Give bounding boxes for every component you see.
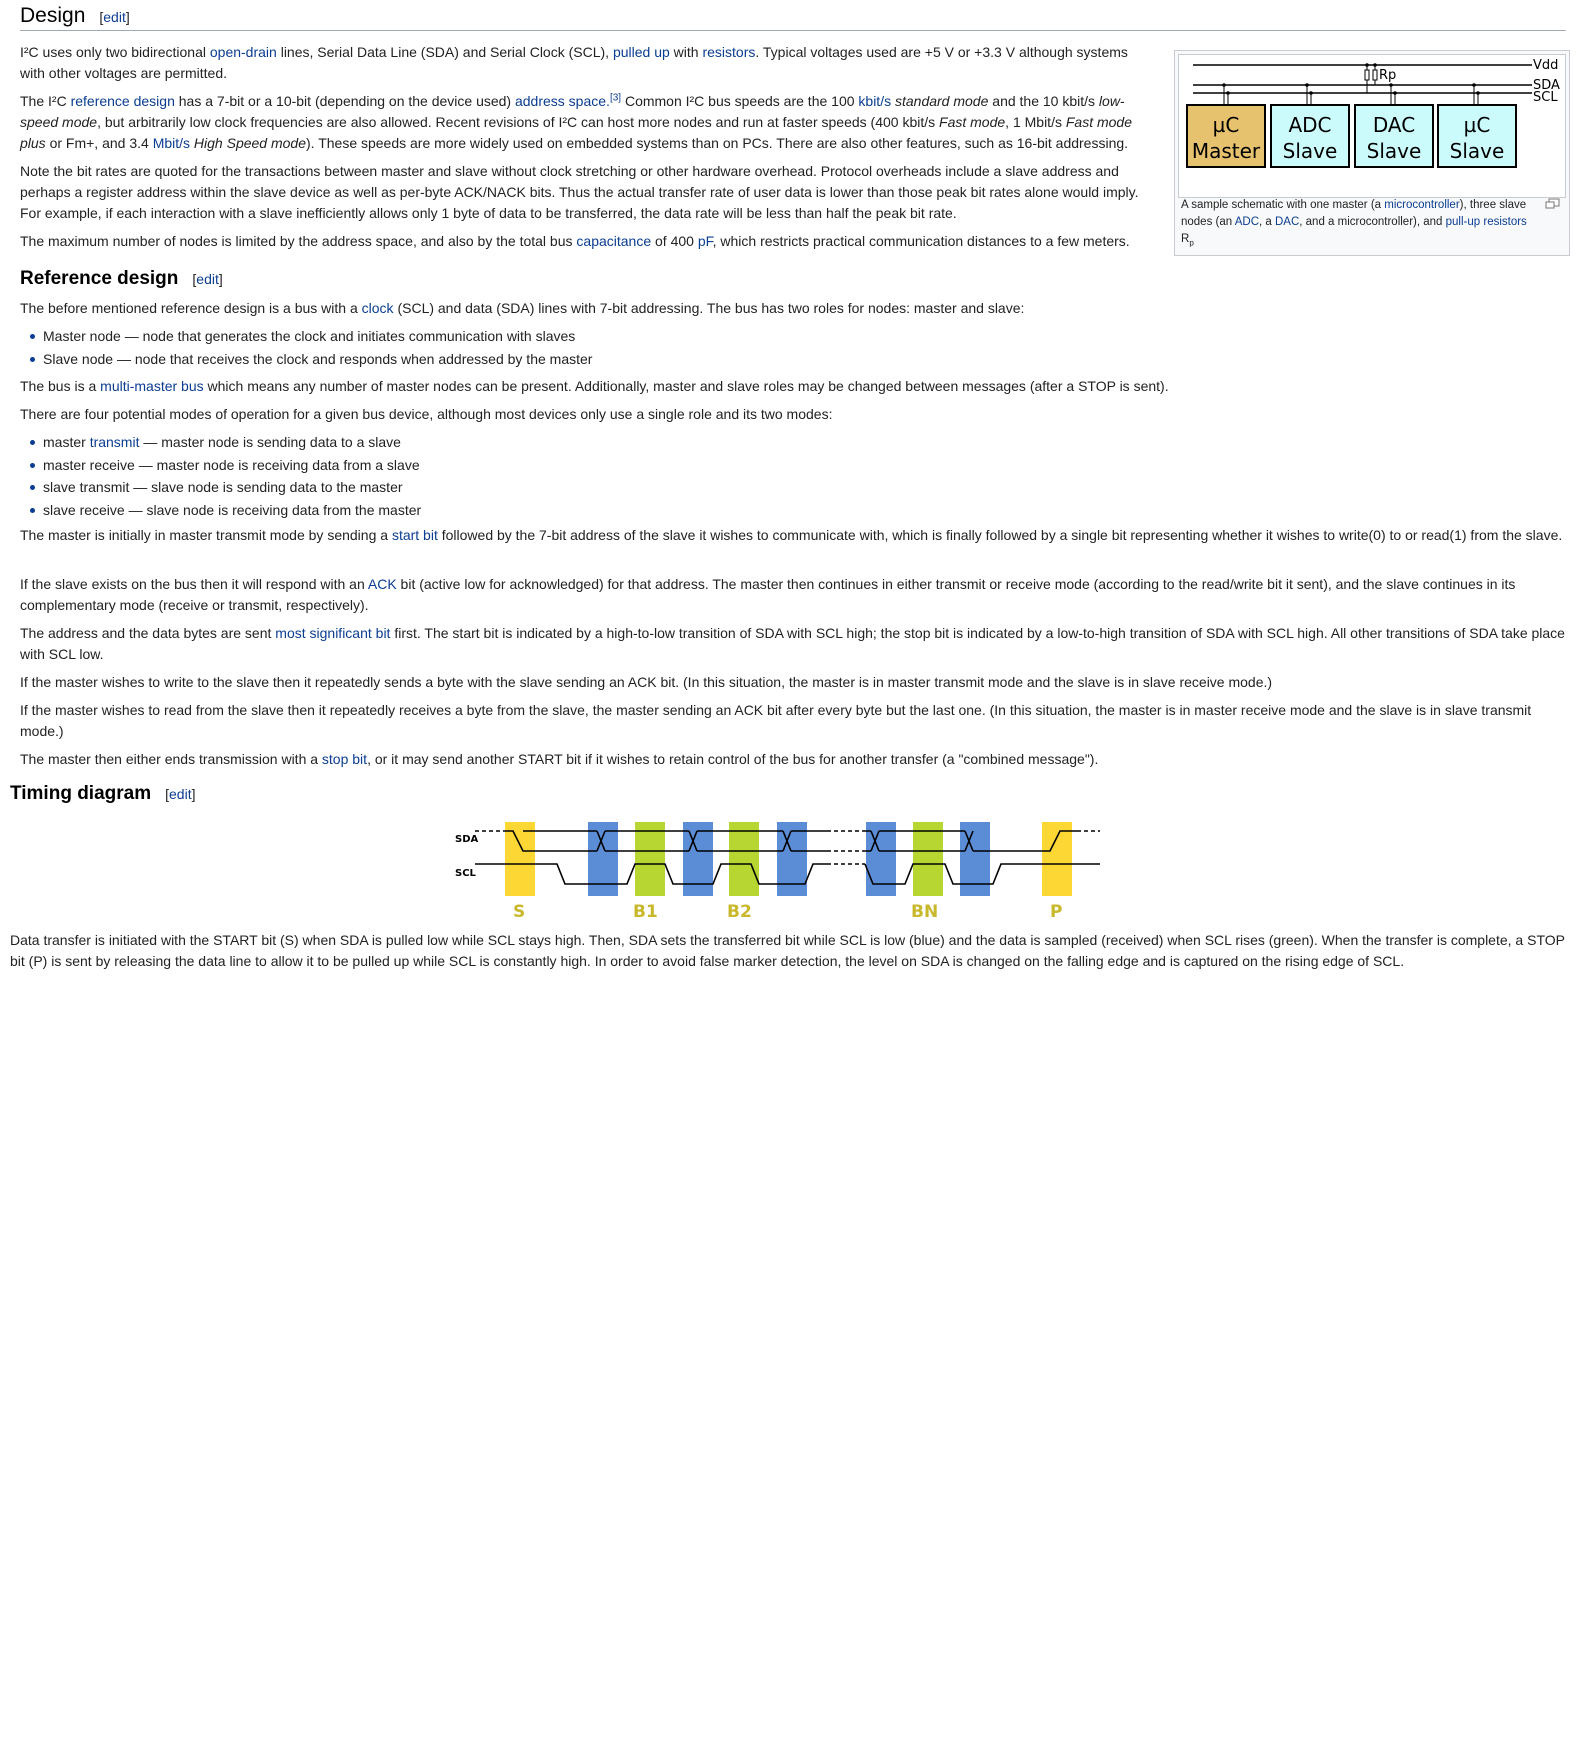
text-run: Fast mode [939,114,1006,130]
timing-edit-link[interactable]: edit [169,786,192,802]
text-run: — master node is sending data to a slave [139,434,401,450]
inline-link[interactable]: [3] [609,92,622,104]
design-para-4 [20,231,1170,252]
text-run: bit (active low for acknowledged) for that address. The master then continues in either transmit or receive mode (according to the read/write bit it sent), and the slave continues in its complementary mode (receive or transmit, respectively). [20,576,1516,613]
text-run: If the master wishes to write to the slave then it repeatedly sends a byte with the slave sending an ACK bit. (In this situation, the master is in master transmit mode and the slave is in slave receive mode.) [20,674,1273,690]
text-run: High Speed mode [193,135,306,151]
timing-heading [10,782,195,806]
text-run: first. The start bit is indicated by a high-to-low transition of SDA with SCL high; the stop bit is indicated by a low-to-high transition of SDA with SCL high. All other transitions of SDA take place with SCL low. [20,625,1565,662]
timing-label-s: S [513,902,526,922]
text-run: R [1181,233,1190,245]
inline-link[interactable]: capacitance [576,233,652,249]
timing-band [960,822,990,896]
inline-link[interactable]: Mbit/s [152,135,191,151]
timing-band [777,822,807,896]
text-run: Common I²C bus speeds are the 100 [621,93,859,109]
text-run: . Typical voltages used are +5 V or +3.3 V although systems with other voltages are permitted. [20,44,1128,81]
text-run: Note the bit rates are quoted for the transactions between master and slave without clock stretching or other hardware overhead. Protocol overheads include a slave address and perhaps a register address within the slave device as well as per-byte ACK/NACK bits. Thus the actual transfer rate of user data is lower than those peak bit rates alone would imply. For example, if each interaction with a slave inefficiently allows only 1 byte of data to be transferred, the data rate will be less than half the peak bit rate. [20,163,1139,221]
mode-list-item [20,499,1560,522]
node-box [1187,83,1265,167]
text-run: slave receive — slave node is receiving data from the master [43,501,422,518]
schematic-image[interactable] [1178,54,1566,198]
vdd-label: Vdd [1533,58,1559,73]
inline-link[interactable]: transmit [89,434,140,450]
timing-label-b1: B1 [633,902,658,922]
text-run: master receive — master node is receiving data from a slave [43,456,420,473]
text-run: ). These speeds are more widely used on embedded systems than on PCs. There are also other features, such as 16-bit addressing. [306,135,1129,151]
timing-band [505,822,535,896]
node-box-label: Slave [1366,139,1422,163]
inline-link[interactable]: DAC [1274,216,1300,228]
scl-label: SCL [1533,90,1558,105]
text-run: which means any number of master nodes can be present. Additionally, master and slave roles may be changed between messages (after a STOP is sent). [203,378,1169,394]
role-list-item [20,325,1560,348]
design-edit-link[interactable]: edit [103,9,126,25]
node-box-label: Slave [1282,139,1338,163]
timing-band [729,822,759,896]
schematic-svg [1179,55,1565,197]
timing-diagram[interactable] [455,818,1105,923]
reference-para-5 [20,574,1566,616]
text-run: , but arbitrarily low clock frequencies are also allowed. Recent revisions of I²C can host more nodes and run at faster speeds (400 kbit/s [97,114,940,130]
timing-heading-text: Timing diagram [10,783,152,804]
timing-band [683,822,713,896]
text-run: Data transfer is initiated with the START bit (S) when SDA is pulled low while SCL stays high. Then, SDA sets the transferred bit while SCL is low (blue) and the data is sampled (received) when SCL rises (green). When the transfer is complete, a STOP bit (P) is sent by releasing the data line to allow it to be pulled up while SCL is constantly high. In order to avoid false marker detection, the level on SDA is changed on the falling edge and is captured on the rising edge of SCL. [10,932,1565,969]
design-heading-text: Design [20,4,86,27]
inline-link[interactable]: open-drain [209,44,277,60]
magnify-icon[interactable] [1545,197,1561,209]
text-run: p [1189,238,1194,248]
node-box-label: Slave [1449,139,1505,163]
inline-link[interactable]: stop bit [321,751,368,767]
inline-link[interactable]: microcontroller [1384,199,1460,211]
text-run: I²C uses only two bidirectional [20,44,210,60]
inline-link[interactable]: pF [697,233,713,249]
reference-para-3 [20,404,1566,425]
role-list-item [20,348,1560,371]
node-box-label: ADC [1288,113,1332,137]
text-run: If the slave exists on the bus then it will respond with an [20,576,368,592]
text-run: The before mentioned reference design is a bus with a [20,300,362,316]
reference-para-2 [20,376,1566,397]
reference-para-9 [20,749,1566,770]
design-para-1 [20,42,1145,84]
text-run: Master node — node that generates the clock and initiates communication with slaves [43,328,576,344]
text-run: lines, Serial Data Line (SDA) and Serial Clock (SCL), [276,44,613,60]
node-box [1271,83,1349,167]
inline-link[interactable]: start bit [391,527,438,543]
node-box-label: DAC [1372,113,1416,137]
timing-label-b2: B2 [727,902,752,922]
text-run: or Fm+, and 3.4 [45,135,153,151]
timing-svg [455,818,1105,923]
text-run: , and a microcontroller), and [1299,216,1446,228]
timing-scl-label: SCL [455,868,476,879]
timing-band [866,822,896,896]
rp-label: Rp [1379,68,1397,83]
timing-band [1042,822,1072,896]
node-box-label: µC [1463,113,1491,137]
timing-band [588,822,618,896]
inline-link[interactable]: reference design [70,93,175,109]
text-run: ), three slave nodes (an [1181,199,1527,228]
text-run: The bus is a [20,378,101,394]
schematic-thumbnail [1174,50,1570,256]
text-run: low-speed mode [20,93,1125,130]
design-para-2 [20,91,1155,154]
text-run: of 400 [651,233,698,249]
text-run: , which restricts practical communication distances to a few meters. [712,233,1130,249]
timing-edit-wrap: [edit] [165,786,196,802]
reference-heading [20,267,223,291]
node-box-label: Master [1191,139,1261,163]
text-run: , 1 Mbit/s [1005,114,1066,130]
text-run: Slave node — node that receives the clock and responds when addressed by the master [43,350,593,367]
text-run: with [669,44,703,60]
reference-edit-wrap: [edit] [192,271,223,287]
reference-para-7 [20,672,1566,693]
mode-list-item [20,454,1560,477]
timing-band [635,822,665,896]
reference-para-8 [20,700,1566,742]
node-box [1355,83,1433,167]
inline-link[interactable]: clock [361,300,394,316]
sda-signal-gap [827,831,865,851]
reference-para-6 [20,623,1566,665]
mode-list-item [20,431,1560,454]
text-run: The master is initially in master transmit mode by sending a [20,527,392,543]
inline-link[interactable]: most significant bit [275,625,391,641]
node-box-label: µC [1212,113,1240,137]
inline-link[interactable]: multi-master bus [100,378,204,394]
text-run: The address and the data bytes are sent [20,625,276,641]
timing-label-p: P [1050,902,1063,922]
inline-link[interactable]: ACK [367,576,397,592]
design-heading [20,2,1566,31]
text-run: The I²C [20,93,71,109]
inline-link[interactable]: address space [514,93,607,109]
inline-link[interactable]: . [606,93,610,109]
design-edit-wrap: [edit] [99,9,130,25]
text-run: The master then either ends transmission with a [20,751,322,767]
text-run: (SCL) and data (SDA) lines with 7-bit addressing. The bus has two roles for nodes: master and slave: [393,300,1025,316]
reference-para-4 [20,525,1566,546]
roles-list [20,325,1560,370]
inline-link[interactable]: resistors [702,44,756,60]
text-run: slave transmit — slave node is sending data to the master [43,479,403,495]
node-box [1438,83,1516,167]
text-run: master [43,434,90,450]
text-run: If the master wishes to read from the slave then it repeatedly receives a byte from the slave, the master sending an ACK bit after every byte but the last one. (In this situation, the master is in master receive mode and the slave is in slave transmit mode.) [20,702,1532,739]
node-boxes [1187,83,1516,167]
text-run: and the 10 kbit/s [988,93,1099,109]
timing-band [913,822,943,896]
timing-para-1 [10,930,1566,972]
sda-label: SDA [1533,78,1560,93]
design-para-3 [20,161,1155,224]
mode-list-item [20,476,1560,499]
timing-label-bn: BN [911,902,939,922]
pull-up-resistors [1365,63,1377,93]
inline-link[interactable]: kbit/s [858,93,892,109]
inline-link[interactable]: pulled up [612,44,670,60]
modes-list [20,431,1560,521]
text-run: followed by the 7-bit address of the slave it wishes to communicate with, which is finally followed by a single bit representing whether it wishes to write(0) to or read(1) from the slave. [437,527,1563,543]
inline-link[interactable]: ADC [1234,216,1259,228]
text-run: There are four potential modes of operation for a given bus device, although most devices only use a single role and its two modes: [20,406,833,422]
text-run: The maximum number of nodes is limited by the address space, and also by the total bus [20,233,577,249]
reference-edit-link[interactable]: edit [196,271,219,287]
reference-heading-text: Reference design [20,268,179,289]
text-run: A sample schematic with one master (a [1181,199,1385,211]
reference-para-1 [20,298,1566,319]
schematic-caption [1181,197,1535,251]
text-run: Fast mode plus [20,114,1132,151]
timing-sda-label: SDA [455,834,479,845]
inline-link[interactable]: pull-up resistors [1445,216,1527,228]
text-run: standard mode [894,93,989,109]
text-run: has a 7-bit or a 10-bit (depending on the device used) [174,93,515,109]
text-run: , a [1259,216,1275,228]
text-run: , or it may send another START bit if it wishes to retain control of the bus for another transfer (a "combined message"). [367,751,1099,767]
